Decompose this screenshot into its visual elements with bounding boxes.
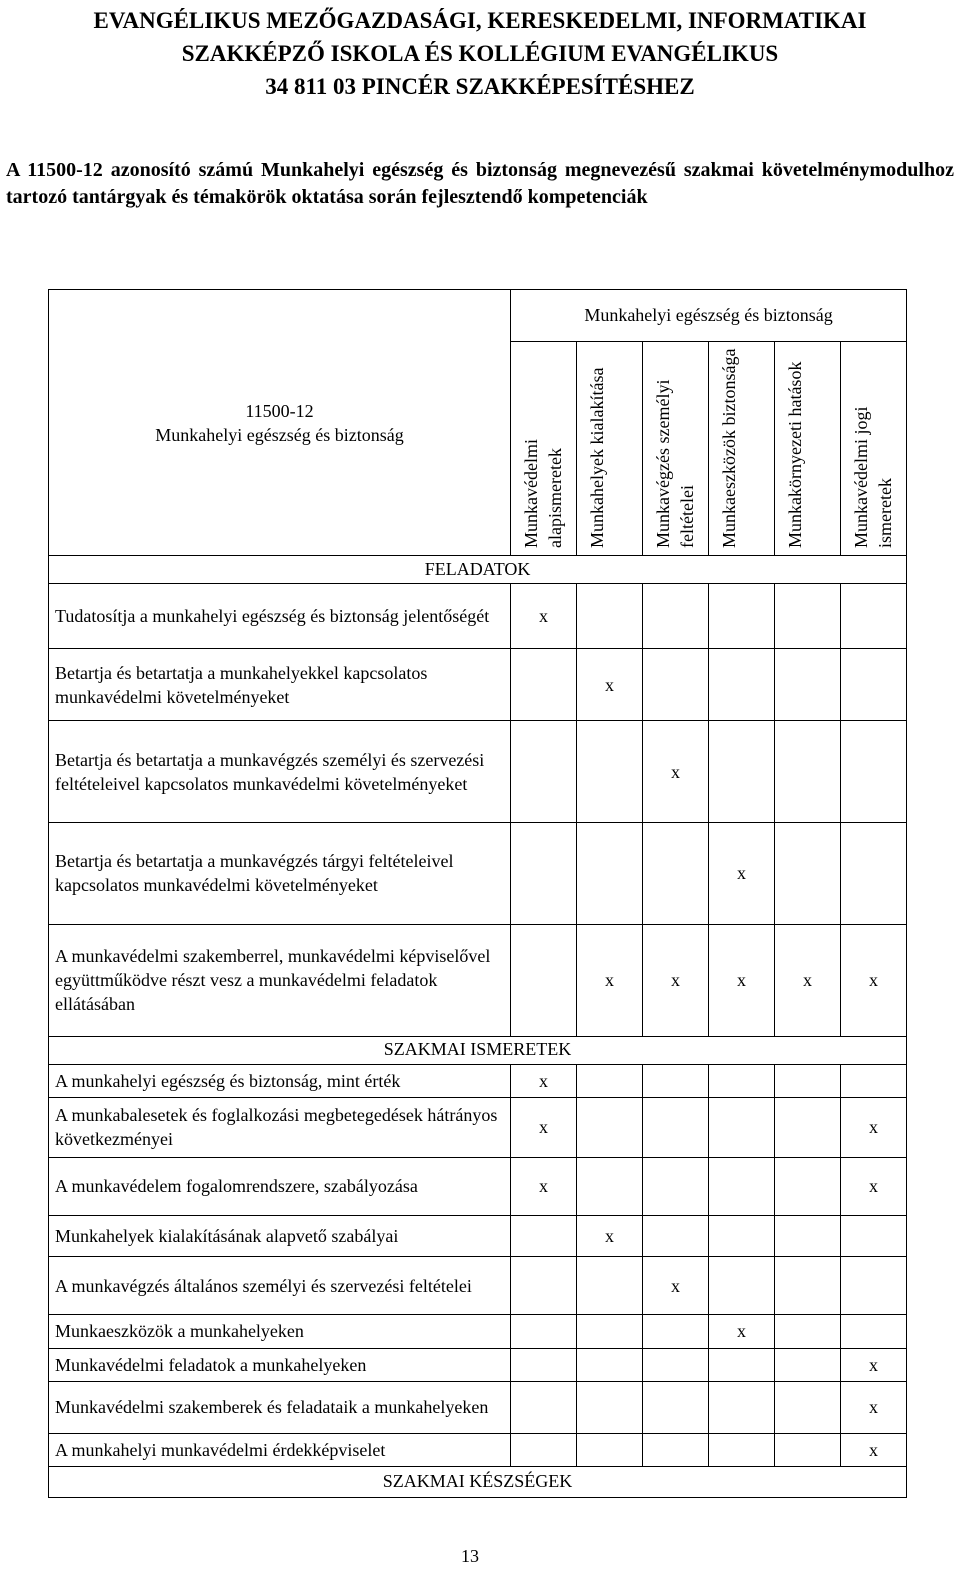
mark-cell	[775, 1064, 841, 1097]
mark-cell	[643, 1064, 709, 1097]
mark-cell	[577, 1157, 643, 1215]
mark-cell	[511, 721, 577, 823]
mark-cell	[709, 1257, 775, 1315]
section-label-tasks: FELADATOK	[49, 556, 907, 584]
section-row-knowledge	[49, 1036, 907, 1064]
mark-cell	[643, 1315, 709, 1348]
mark-cell	[511, 822, 577, 924]
mark-cell: x	[709, 1315, 775, 1348]
mark-cell	[577, 1381, 643, 1433]
mark-cell: x	[577, 1215, 643, 1256]
mark-cell: x	[643, 924, 709, 1036]
table-row	[49, 1097, 907, 1157]
mark-cell	[709, 1215, 775, 1256]
mark-cell: x	[511, 1157, 577, 1215]
mark-cell	[643, 1215, 709, 1256]
mark-cell	[775, 1315, 841, 1348]
module-title: Munkahelyi egészség és biztonság	[155, 424, 404, 445]
mark-cell	[775, 1381, 841, 1433]
table-row	[49, 924, 907, 1036]
mark-cell	[709, 584, 775, 648]
row-label: A munkahelyi egészség és biztonság, mint érték	[49, 1064, 511, 1097]
mark-cell: x	[511, 584, 577, 648]
mark-cell	[577, 1315, 643, 1348]
mark-cell	[643, 1381, 709, 1433]
section-row-skills	[49, 1466, 907, 1497]
table-row	[49, 1215, 907, 1256]
mark-cell	[775, 1157, 841, 1215]
row-label: A munkavédelem fogalomrendszere, szabályozása	[49, 1157, 511, 1215]
mark-cell	[577, 1097, 643, 1157]
subject-group-header: Munkahelyi egészség és biztonság	[511, 290, 907, 342]
mark-cell	[841, 822, 907, 924]
mark-cell	[643, 584, 709, 648]
mark-cell	[709, 721, 775, 823]
row-label: Munkahelyek kialakításának alapvető szabályai	[49, 1215, 511, 1256]
mark-cell: x	[643, 1257, 709, 1315]
row-label: Betartja és betartatja a munkavégzés tárgyi feltételeivel kapcsolatos munkavédelmi követelményeket	[49, 822, 511, 924]
mark-cell	[775, 721, 841, 823]
mark-cell	[841, 1257, 907, 1315]
mark-cell	[643, 1157, 709, 1215]
column-header-5: Munkakörnyezeti hatások	[775, 341, 841, 556]
mark-cell: x	[841, 1097, 907, 1157]
mark-cell	[643, 648, 709, 721]
mark-cell: x	[841, 1433, 907, 1466]
row-label: A munkabalesetek és foglalkozási megbetegedések hátrányos következményei	[49, 1097, 511, 1157]
mark-cell: x	[841, 1381, 907, 1433]
table-row	[49, 648, 907, 721]
table-row	[49, 584, 907, 648]
table-row	[49, 1381, 907, 1433]
mark-cell	[709, 648, 775, 721]
page-number: 13	[461, 1546, 479, 1566]
row-label: Betartja és betartatja a munkavégzés személyi és szervezési feltételeivel kapcsolatos munkavédelmi követelményeket	[49, 721, 511, 823]
mark-cell	[775, 1215, 841, 1256]
mark-cell	[511, 1348, 577, 1381]
row-label: Tudatosítja a munkahelyi egészség és biztonság jelentőségét	[49, 584, 511, 648]
mark-cell	[841, 648, 907, 721]
mark-cell	[511, 1215, 577, 1256]
mark-cell	[577, 1348, 643, 1381]
mark-cell: x	[775, 924, 841, 1036]
intro-paragraph: A 11500-12 azonosító számú Munkahelyi egészség és biztonság megnevezésű szakmai követelménymodulhoz tartozó tantárgyak és témakörök oktatása során fejlesztendő kompetenciák	[6, 159, 954, 208]
competency-table	[48, 289, 907, 1498]
mark-cell	[775, 584, 841, 648]
header-line-3: 34 811 03 PINCÉR SZAKKÉPESÍTÉSHEZ	[265, 74, 695, 99]
section-row-tasks	[49, 556, 907, 584]
mark-cell: x	[841, 924, 907, 1036]
mark-cell	[841, 1215, 907, 1256]
mark-cell	[511, 1257, 577, 1315]
module-title-cell	[49, 290, 511, 556]
mark-cell: x	[511, 1097, 577, 1157]
table-row	[49, 822, 907, 924]
mark-cell	[577, 1433, 643, 1466]
table-row	[49, 1348, 907, 1381]
mark-cell	[775, 1257, 841, 1315]
mark-cell	[775, 1097, 841, 1157]
mark-cell	[511, 1315, 577, 1348]
mark-cell	[577, 721, 643, 823]
table-row	[49, 721, 907, 823]
mark-cell	[511, 648, 577, 721]
column-header-4: Munkaeszközök biztonsága	[709, 341, 775, 556]
mark-cell	[643, 822, 709, 924]
mark-cell	[841, 1064, 907, 1097]
mark-cell	[841, 721, 907, 823]
mark-cell: x	[577, 648, 643, 721]
mark-cell	[511, 924, 577, 1036]
mark-cell	[709, 1097, 775, 1157]
document-header	[0, 4, 960, 103]
column-header-1: Munkavédelmi alapismeretek	[511, 341, 577, 556]
mark-cell: x	[841, 1157, 907, 1215]
header-line-1: EVANGÉLIKUS MEZŐGAZDASÁGI, KERESKEDELMI, INFORMATIKAI	[93, 8, 867, 33]
section-label-skills: SZAKMAI KÉSZSÉGEK	[49, 1466, 907, 1497]
row-label: A munkavégzés általános személyi és szervezési feltételei	[49, 1257, 511, 1315]
mark-cell: x	[709, 924, 775, 1036]
mark-cell	[577, 1257, 643, 1315]
mark-cell	[775, 1433, 841, 1466]
module-code: 11500-12	[245, 400, 314, 421]
mark-cell	[511, 1433, 577, 1466]
table-row	[49, 1433, 907, 1466]
table-row	[49, 1064, 907, 1097]
mark-cell: x	[577, 924, 643, 1036]
mark-cell	[841, 1315, 907, 1348]
row-label: A munkahelyi munkavédelmi érdekképviselet	[49, 1433, 511, 1466]
column-header-2: Munkahelyek kialakítása	[577, 341, 643, 556]
mark-cell: x	[709, 822, 775, 924]
mark-cell	[841, 584, 907, 648]
mark-cell: x	[511, 1064, 577, 1097]
table-row	[49, 1257, 907, 1315]
table-row	[49, 1157, 907, 1215]
row-label: Munkavédelmi feladatok a munkahelyeken	[49, 1348, 511, 1381]
mark-cell	[709, 1381, 775, 1433]
mark-cell	[577, 822, 643, 924]
mark-cell	[709, 1433, 775, 1466]
table-row	[49, 1315, 907, 1348]
row-label: Munkaeszközök a munkahelyeken	[49, 1315, 511, 1348]
mark-cell	[643, 1433, 709, 1466]
mark-cell	[775, 822, 841, 924]
mark-cell	[643, 1097, 709, 1157]
mark-cell	[577, 1064, 643, 1097]
mark-cell	[775, 648, 841, 721]
mark-cell	[709, 1157, 775, 1215]
row-label: Betartja és betartatja a munkahelyekkel kapcsolatos munkavédelmi követelményeket	[49, 648, 511, 721]
section-label-knowledge: SZAKMAI ISMERETEK	[49, 1036, 907, 1064]
mark-cell: x	[643, 721, 709, 823]
mark-cell	[775, 1348, 841, 1381]
mark-cell	[643, 1348, 709, 1381]
mark-cell	[709, 1348, 775, 1381]
mark-cell	[577, 584, 643, 648]
column-header-6: Munkavédelmi jogi ismeretek	[841, 341, 907, 556]
mark-cell	[709, 1064, 775, 1097]
mark-cell: x	[841, 1348, 907, 1381]
column-header-3: Munkavégzés személyi feltételei	[643, 341, 709, 556]
header-line-2: SZAKKÉPZŐ ISKOLA ÉS KOLLÉGIUM EVANGÉLIKUS	[181, 41, 779, 66]
row-label: A munkavédelmi szakemberrel, munkavédelmi képviselővel együttműködve részt vesz a munkavédelmi feladatok ellátásában	[49, 924, 511, 1036]
row-label: Munkavédelmi szakemberek és feladataik a munkahelyeken	[49, 1381, 511, 1433]
mark-cell	[511, 1381, 577, 1433]
